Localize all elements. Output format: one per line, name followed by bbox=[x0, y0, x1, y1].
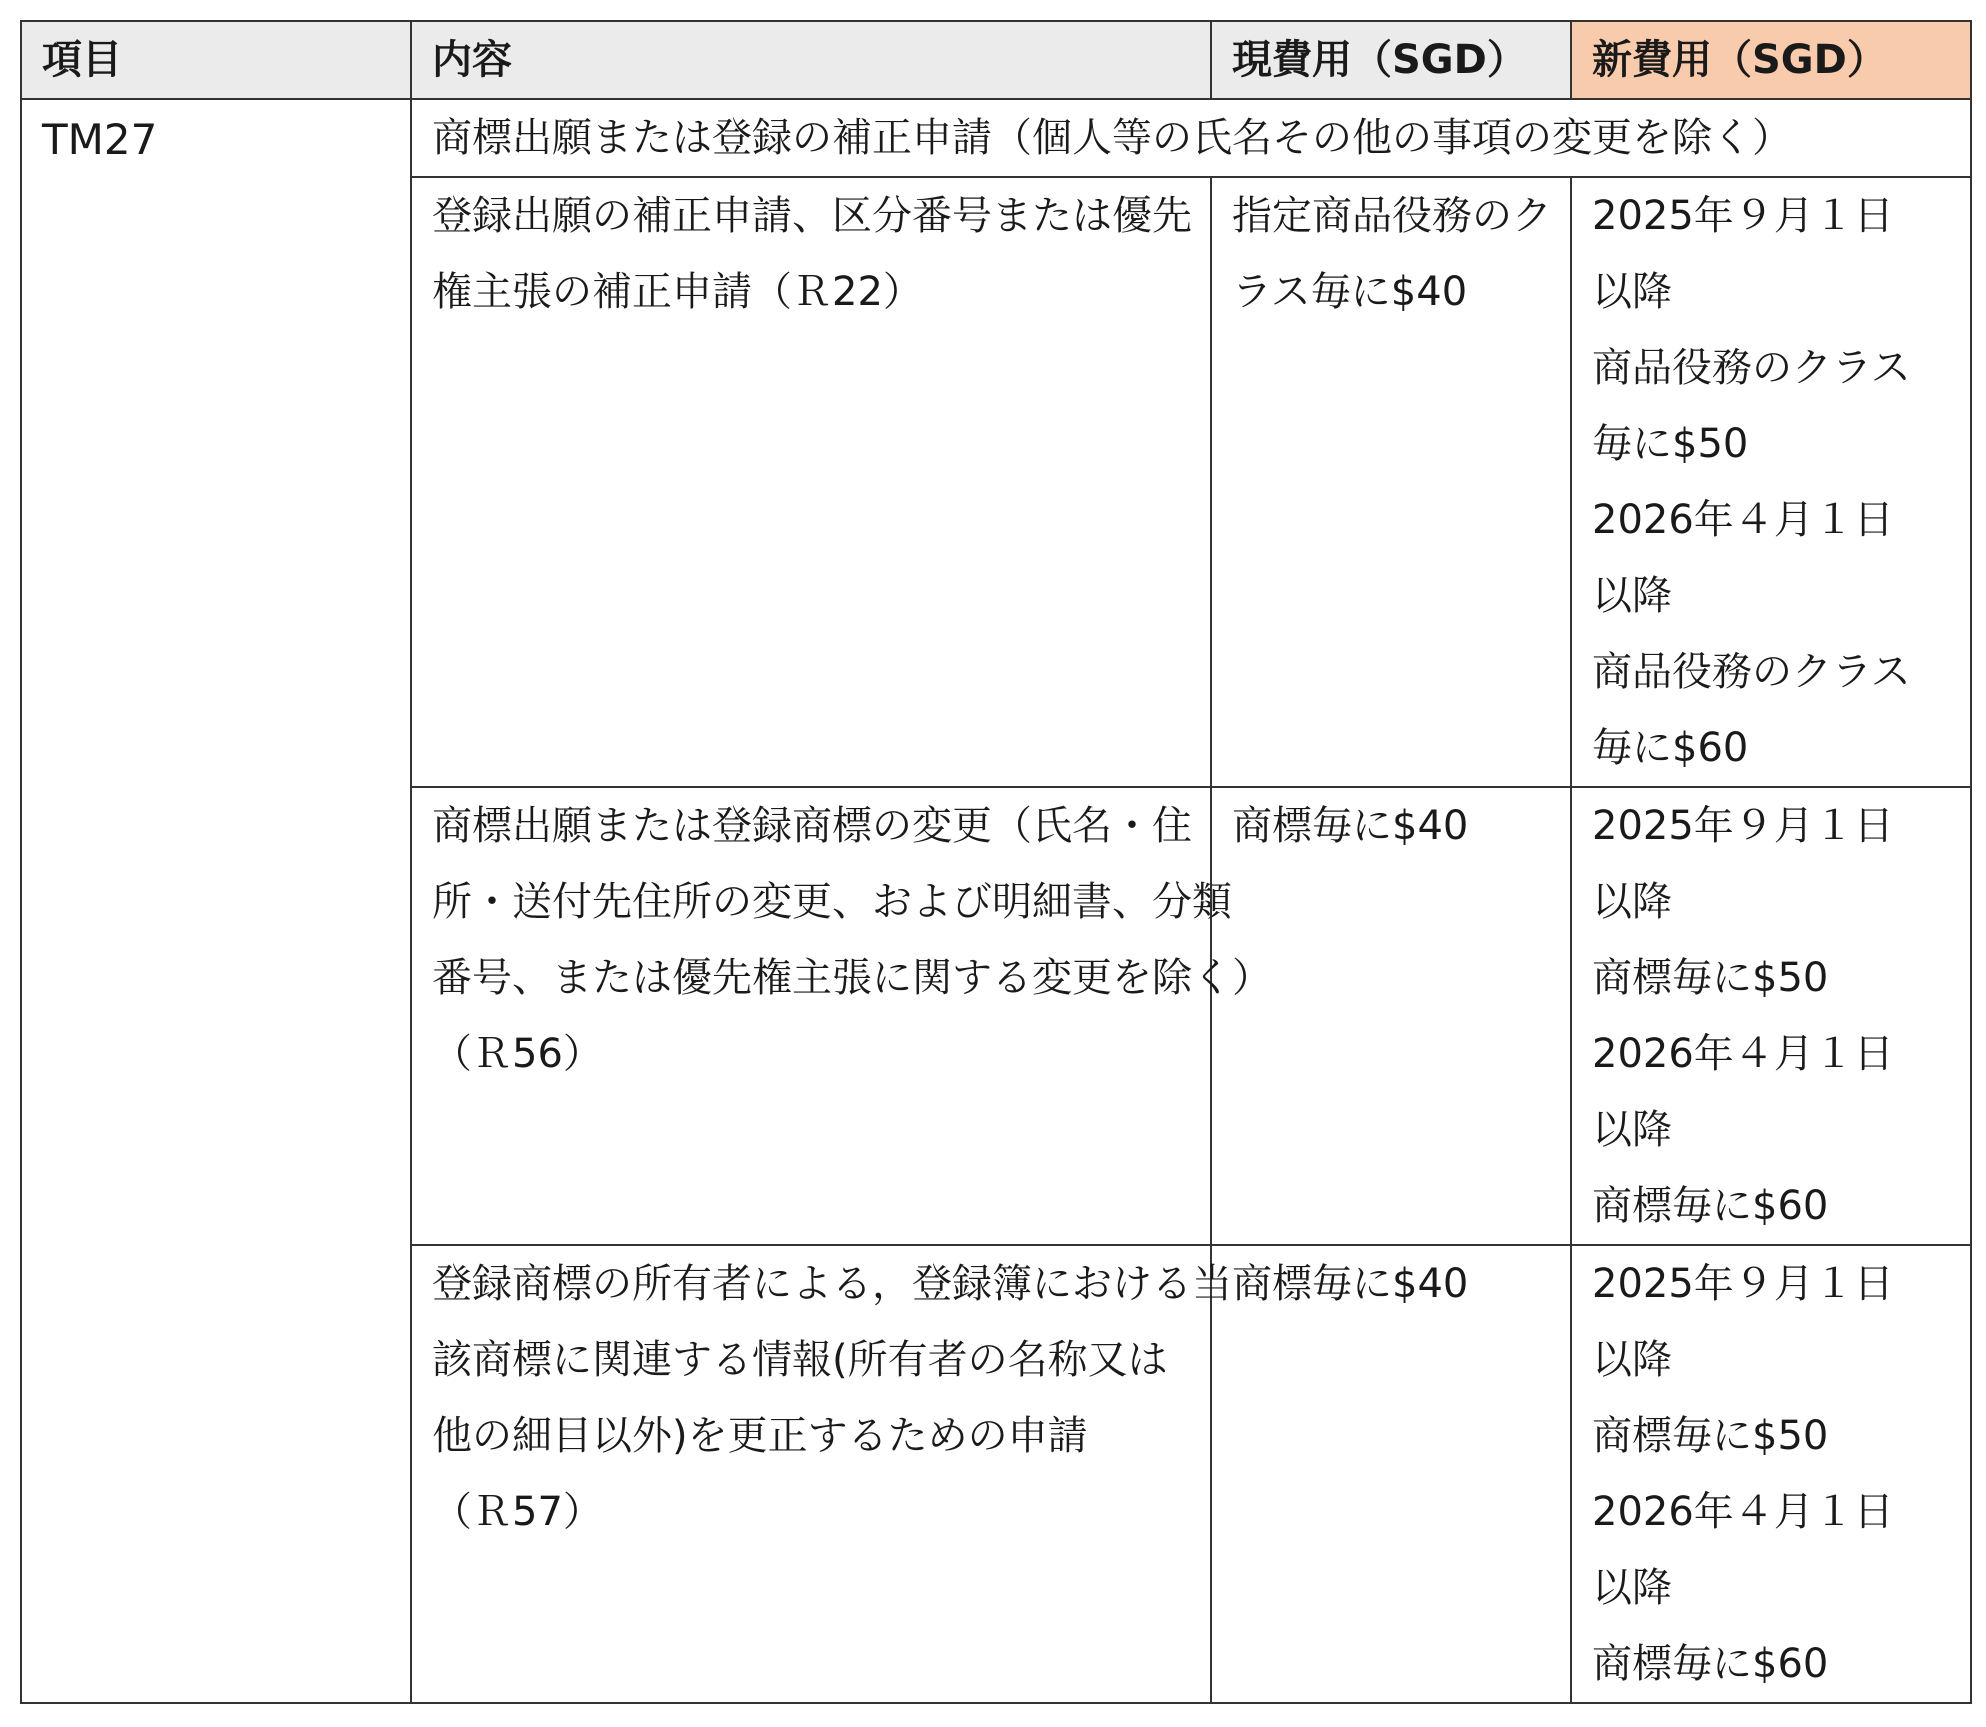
current-fee-cell bbox=[1211, 1245, 1571, 1703]
new-fee-line: 以降 bbox=[1592, 1337, 1672, 1383]
new-fee-line: 商品役務のクラス bbox=[1592, 345, 1911, 391]
new-fee-line: 以降 bbox=[1592, 1565, 1672, 1611]
new-fee-line: 以降 bbox=[1592, 879, 1672, 925]
new-fee-cell bbox=[1571, 177, 1971, 787]
new-fee-line: 毎に$60 bbox=[1592, 725, 1749, 771]
current-fee-cell bbox=[1211, 787, 1571, 1245]
current-fee-line: 指定商品役務のク bbox=[1232, 193, 1552, 239]
content-line: 登録出願の補正申請、区分番号または優先 bbox=[432, 193, 1192, 239]
header-item: 項目 bbox=[21, 21, 411, 99]
new-fee-line: 2026年４月１日 bbox=[1592, 1031, 1894, 1077]
new-fee-line: 毎に$50 bbox=[1592, 421, 1749, 467]
content-cell bbox=[411, 1245, 1232, 1703]
fee-table bbox=[20, 20, 1972, 1704]
content-line: 登録商標の所有者による，登録簿における当 bbox=[432, 1261, 1232, 1307]
header-current-fee: 現費用（SGD） bbox=[1211, 21, 1571, 99]
content-line: 他の細目以外)を更正するための申請 bbox=[432, 1413, 1088, 1459]
current-fee-line: ラス毎に$40 bbox=[1232, 269, 1468, 315]
new-fee-line: 2026年４月１日 bbox=[1592, 497, 1894, 543]
new-fee-line: 商標毎に$60 bbox=[1592, 1641, 1829, 1687]
header-new-fee: 新費用（SGD） bbox=[1571, 21, 1971, 99]
content-line: （Ｒ56） bbox=[432, 1031, 603, 1077]
header-content: 内容 bbox=[411, 21, 1211, 99]
current-fee-line: 商標毎に$40 bbox=[1232, 803, 1469, 849]
group-title-cell: 商標出願または登録の補正申請（個人等の氏名その他の事項の変更を除く） bbox=[411, 99, 1971, 177]
current-fee-line: 商標毎に$40 bbox=[1232, 1261, 1469, 1307]
new-fee-line: 商標毎に$50 bbox=[1592, 1413, 1829, 1459]
content-line: 所・送付先住所の変更、および明細書、分類 bbox=[432, 879, 1232, 925]
new-fee-line: 商標毎に$60 bbox=[1592, 1183, 1829, 1229]
group-row bbox=[21, 99, 1971, 177]
content-cell bbox=[411, 177, 1211, 787]
new-fee-line: 2025年９月１日 bbox=[1592, 803, 1894, 849]
content-line: 番号、または優先権主張に関する変更を除く） bbox=[432, 955, 1272, 1001]
new-fee-cell bbox=[1571, 1245, 1971, 1703]
new-fee-line: 以降 bbox=[1592, 269, 1672, 315]
content-line: 該商標に関連する情報(所有者の名称又は bbox=[432, 1337, 1168, 1383]
current-fee-cell bbox=[1211, 177, 1571, 787]
content-line: （Ｒ57） bbox=[432, 1489, 603, 1535]
new-fee-line: 商標毎に$50 bbox=[1592, 955, 1829, 1001]
new-fee-cell bbox=[1571, 787, 1971, 1245]
new-fee-line: 商品役務のクラス bbox=[1592, 649, 1911, 695]
new-fee-line: 2026年４月１日 bbox=[1592, 1489, 1894, 1535]
content-cell bbox=[411, 787, 1272, 1245]
new-fee-line: 以降 bbox=[1592, 1107, 1672, 1153]
new-fee-line: 2025年９月１日 bbox=[1592, 1261, 1894, 1307]
content-line: 権主張の補正申請（Ｒ22） bbox=[432, 269, 923, 315]
new-fee-line: 2025年９月１日 bbox=[1592, 193, 1894, 239]
content-line: 商標出願または登録商標の変更（氏名・住 bbox=[432, 803, 1192, 849]
new-fee-line: 以降 bbox=[1592, 573, 1672, 619]
item-code-cell: TM27 bbox=[21, 99, 411, 1703]
header-row bbox=[21, 21, 1971, 99]
